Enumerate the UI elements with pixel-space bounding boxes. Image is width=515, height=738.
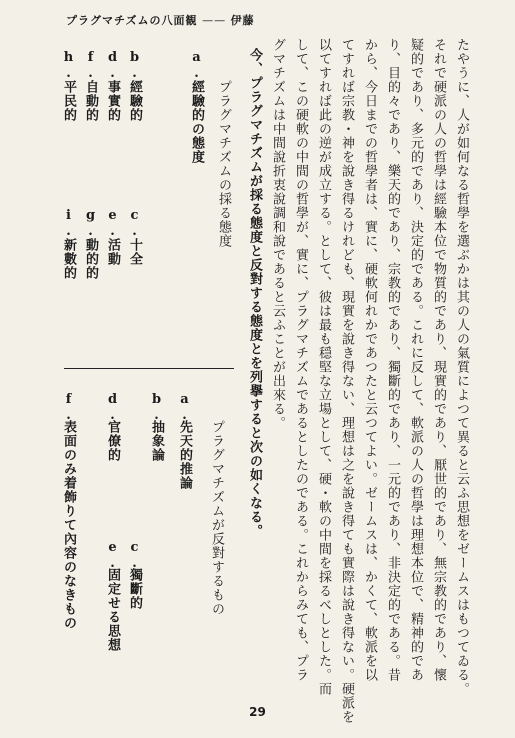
body-line: 以てすれば此の逆が成立する。として、彼は最も穏堅な立場として、硬・軟の中間を採るべしとした。而 bbox=[316, 38, 331, 696]
list-label: b. bbox=[127, 50, 142, 82]
list-label: f. bbox=[61, 392, 76, 424]
body-line: から、今日までの哲學者は、實に、硬軟何れかであつたと云つてよい。ゼームスは、かくて、軟派を以 bbox=[362, 38, 377, 682]
list-item: 固定せる思想 bbox=[105, 568, 120, 652]
list-label: i. bbox=[61, 208, 76, 240]
body-line: グマチズムは中間說折衷說調和說であると云ふことが出來る。 bbox=[270, 38, 285, 430]
list-item: 事實的 bbox=[105, 80, 120, 122]
list-label: c. bbox=[127, 540, 142, 572]
list-label: e. bbox=[105, 208, 120, 240]
header-title: プラグマチズムの八面観 bbox=[66, 14, 198, 27]
list-item: 十全 bbox=[127, 238, 142, 266]
list-label: g. bbox=[83, 208, 98, 240]
list-item: 活動 bbox=[105, 238, 120, 266]
body-line: 今、プラグマチズムが採る態度と反對する態度とを列擧すると次の如くなる。 bbox=[247, 48, 262, 538]
header-author: 伊藤 bbox=[230, 14, 255, 27]
list-item: 先天的推論 bbox=[177, 420, 192, 490]
list-item: 抽象論 bbox=[149, 420, 164, 462]
list-label: d. bbox=[105, 392, 120, 424]
list-label: h. bbox=[61, 50, 76, 82]
page-number: 29 bbox=[249, 705, 266, 719]
list-label: a. bbox=[189, 50, 204, 82]
body-line: して、この硬軟の中間の哲學が、實に、プラグマチズムであるとしたのである。これからみても、プラ bbox=[293, 38, 308, 682]
list-item: 自動的 bbox=[83, 80, 98, 122]
list-item: 經驗的 bbox=[127, 80, 142, 122]
list-item: 官僚的 bbox=[105, 420, 120, 462]
list-item: 平民的 bbox=[61, 80, 76, 122]
section-divider bbox=[64, 368, 234, 369]
body-line: 疑的であり、多元的であり、決定的である。これに反して、軟派の人の哲學は理想本位で、精神的であ bbox=[408, 38, 423, 682]
adopted-heading: プラグマチズムの採る態度 bbox=[216, 80, 231, 248]
list-item: 新數的 bbox=[61, 238, 76, 280]
list-label: c. bbox=[127, 208, 142, 240]
list-label: b. bbox=[149, 392, 164, 424]
list-label: a. bbox=[177, 392, 192, 424]
list-item: 經驗的の態度 bbox=[189, 80, 204, 164]
opposed-heading: プラグマチズムが反對するもの bbox=[209, 420, 224, 616]
list-item: 獨斷的 bbox=[127, 568, 142, 610]
list-label: d. bbox=[105, 50, 120, 82]
body-line: それで硬派の人の哲學は經驗本位で物質的であり、現實的であり、厭世的であり、無宗教的であり、懷 bbox=[431, 38, 446, 682]
body-line: たやうに、人が如何なる哲學を選ぶかは其の人の氣質によつて異ると云ふ思想をゼームスはもつてゐる。 bbox=[454, 38, 469, 696]
header-separator: —— bbox=[202, 14, 227, 27]
body-line: り、目的々であり、樂天的であり、宗教的であり、獨斷的であり、一元的であり、非決定的である。昔 bbox=[385, 38, 400, 682]
list-label: f. bbox=[83, 50, 98, 82]
list-item: 動的的 bbox=[83, 238, 98, 280]
running-header bbox=[66, 12, 255, 28]
body-line: てすれば宗教・神を說き得るけれども、現實を說き得ない、理想は之を說き得ても實際は說き得ない。硬派を bbox=[339, 38, 354, 724]
list-item: 表面のみ着飾りて內容のなきもの bbox=[61, 420, 76, 630]
list-label: e. bbox=[105, 540, 120, 572]
